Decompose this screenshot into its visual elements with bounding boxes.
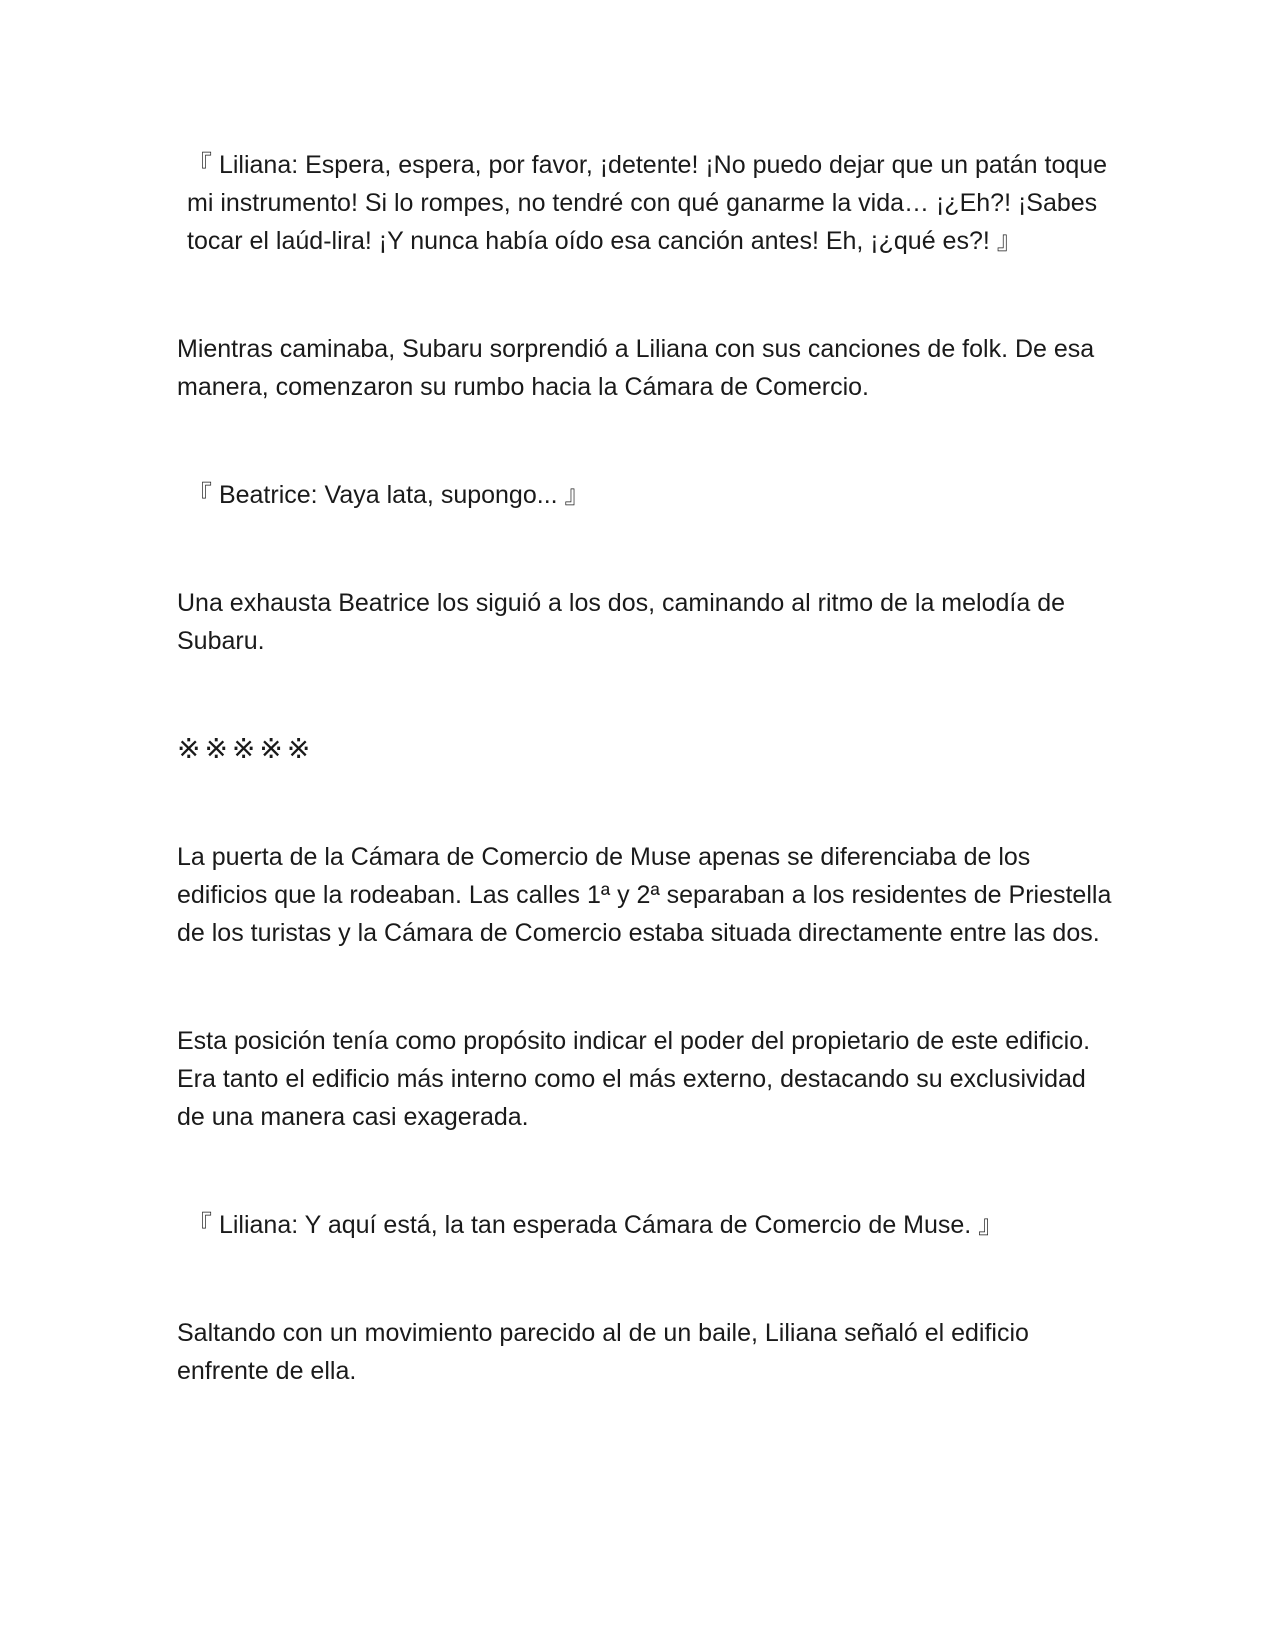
narration-paragraph: Una exhausta Beatrice los siguió a los dos, caminando al ritmo de la melodía de Subaru.	[177, 589, 1066, 655]
narration-paragraph: Mientras caminaba, Subaru sorprendió a Liliana con sus canciones de folk. De esa manera, comenzaron su rumbo hacia la Cámara de Comercio.	[177, 335, 1095, 401]
narration-paragraph: La puerta de la Cámara de Comercio de Muse apenas se diferenciaba de los edificios que la rodeaban. Las calles 1ª y 2ª separaban a los residentes de Priestella de los turistas y la Cámara de Comercio estaba situada directamente entre las dos.	[177, 843, 1112, 947]
dialogue-beatrice: 『 Beatrice: Vaya lata, supongo... 』	[187, 481, 590, 509]
dialogue-liliana-2: 『 Liliana: Y aquí está, la tan esperada Cámara de Comercio de Muse. 』	[187, 1211, 1004, 1239]
dialogue-liliana-1: 『 Liliana: Espera, espera, por favor, ¡detente! ¡No puedo dejar que un patán toque mi instrumento! Si lo rompes, no tendré con qué ganarme la vida… ¡¿Eh?! ¡Sabes tocar el laúd-lira! ¡Y nunca había oído esa canción antes! Eh, ¡¿qué es?! 』	[187, 151, 1108, 255]
document-body	[177, 146, 1112, 1390]
narration-paragraph: Esta posición tenía como propósito indicar el poder del propietario de este edificio. Era tanto el edificio más interno como el más externo, destacando su exclusividad de una manera casi exagerada.	[177, 1027, 1091, 1131]
scene-separator: ※※※※※	[177, 732, 315, 765]
narration-paragraph: Saltando con un movimiento parecido al de un baile, Liliana señaló el edificio enfrente de ella.	[177, 1319, 1029, 1385]
